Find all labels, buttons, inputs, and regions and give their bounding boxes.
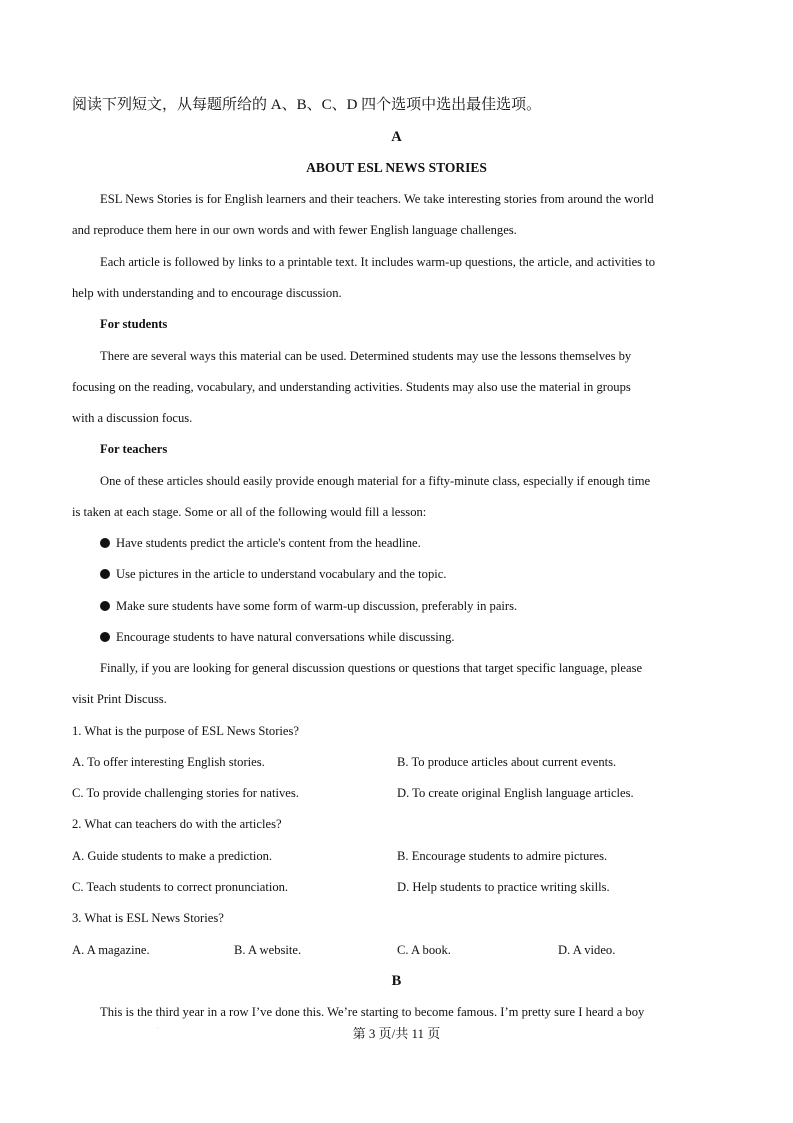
question-2-option-a[interactable]: A. Guide students to make a prediction.	[72, 849, 273, 863]
instruction-text: 阅读下列短文，从每题所给的 A、B、C、D 四个选项中选出最佳选项。	[72, 97, 542, 113]
teachers-paragraph-line-2: is taken at each stage. Some or all of the following would fill a lesson:	[72, 505, 427, 519]
question-1-option-b[interactable]: B. To produce articles about current events.	[397, 755, 617, 769]
bullet-dot-icon	[100, 632, 110, 642]
bullet-item	[100, 629, 717, 645]
question-2-option-d[interactable]: D. Help students to practice writing skills.	[397, 880, 610, 894]
bullet-dot-icon	[100, 538, 110, 548]
bullet-text: Encourage students to have natural conversations while discussing.	[116, 630, 455, 644]
question-1-option-d[interactable]: D. To create original English language articles.	[397, 786, 634, 800]
page-number: 第 3 页/共 11 页	[352, 1026, 441, 1041]
paragraph-1-line-1: ESL News Stories is for English learners and their teachers. We take interesting stories from around the world	[100, 192, 654, 206]
question-3-stem: 3. What is ESL News Stories?	[72, 911, 224, 925]
bullet-text: Have students predict the article's content from the headline.	[116, 536, 421, 550]
teachers-heading: For teachers	[100, 442, 168, 456]
students-paragraph-line-3: with a discussion focus.	[72, 411, 193, 425]
paragraph-2-line-1: Each article is followed by links to a printable text. It includes warm-up questions, the article, and activities to	[100, 255, 656, 269]
question-2-option-b[interactable]: B. Encourage students to admire pictures.	[397, 849, 608, 863]
section-b-letter: B	[391, 973, 402, 989]
question-1-option-a[interactable]: A. To offer interesting English stories.	[72, 755, 265, 769]
question-2-stem: 2. What can teachers do with the articles?	[72, 817, 282, 831]
students-paragraph-line-1: There are several ways this material can be used. Determined students may use the lessons themselves by	[100, 349, 632, 363]
teachers-paragraph-line-1: One of these articles should easily provide enough material for a fifty-minute class, especially if enough time	[100, 474, 651, 488]
bullet-item	[100, 535, 717, 551]
bullet-dot-icon	[100, 569, 110, 579]
question-2-option-c[interactable]: C. Teach students to correct pronunciation.	[72, 880, 289, 894]
article-title: ABOUT ESL NEWS STORIES	[306, 160, 487, 175]
bullet-text: Use pictures in the article to understand vocabulary and the topic.	[116, 567, 447, 581]
paragraph-1-line-2: and reproduce them here in our own words and with fewer English language challenges.	[72, 223, 517, 237]
students-paragraph-line-2: focusing on the reading, vocabulary, and understanding activities. Students may also use the material in groups	[72, 380, 631, 394]
scan-mark: ·	[157, 1026, 159, 1032]
question-1-stem: 1. What is the purpose of ESL News Stories?	[72, 724, 300, 738]
section-b-first-line: This is the third year in a row I’ve done this. We’re starting to become famous. I’m pretty sure I heard a boy	[100, 1005, 645, 1019]
final-paragraph-line-2: visit Print Discuss.	[72, 692, 167, 706]
students-heading: For students	[100, 317, 168, 331]
section-a-letter: A	[391, 129, 402, 145]
bullet-item	[100, 598, 717, 614]
question-3-option-a[interactable]: A. A magazine.	[72, 943, 150, 957]
question-3-option-b[interactable]: B. A website.	[234, 943, 302, 957]
question-1-option-c[interactable]: C. To provide challenging stories for natives.	[72, 786, 299, 800]
question-3-option-d[interactable]: D. A video.	[558, 943, 616, 957]
paragraph-2-line-2: help with understanding and to encourage discussion.	[72, 286, 342, 300]
bullet-dot-icon	[100, 601, 110, 611]
bullet-text: Make sure students have some form of warm-up discussion, preferably in pairs.	[116, 599, 518, 613]
question-3-option-c[interactable]: C. A book.	[397, 943, 451, 957]
final-paragraph-line-1: Finally, if you are looking for general discussion questions or questions that target specific language, please	[100, 661, 643, 675]
bullet-item	[100, 566, 717, 582]
